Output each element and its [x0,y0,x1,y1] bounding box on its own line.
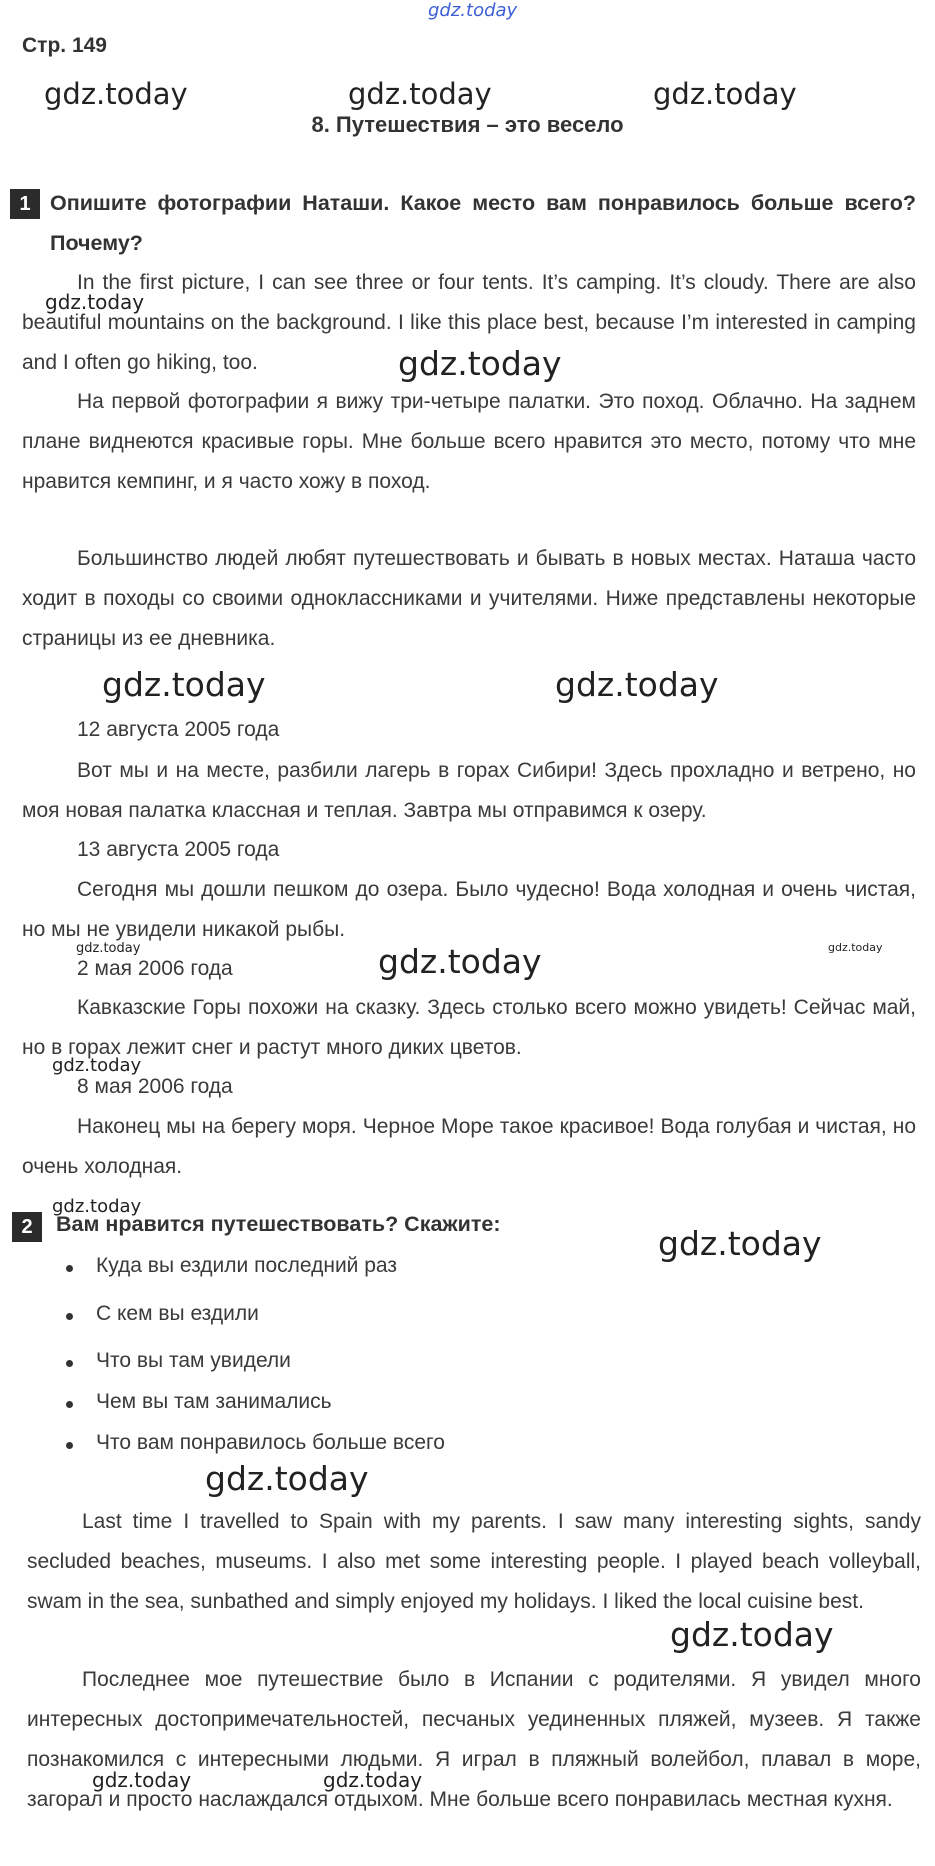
watermark: gdz.today [76,941,141,956]
watermark: gdz.today [348,77,492,111]
watermark: gdz.today [653,77,797,111]
watermark: gdz.today [323,1768,423,1792]
task1-answer-russian: На первой фотографии я вижу три-четыре палатки. Это поход. Облачно. На заднем плане виднеются красивые горы. Мне больше всего нравится это место, потому что мне нравится кемпинг, и я часто хожу в поход. [22,390,916,493]
list-item-label: Что вы там увидели [96,1349,291,1372]
list-item-label: Что вам понравилось больше всего [96,1431,445,1454]
diary-entry: Вот мы и на месте, разбили лагерь в горах Сибири! Здесь прохладно и ветрено, но моя новая палатка классная и теплая. Завтра мы отправимся к озеру. [22,759,916,822]
watermark: gdz.today [52,1055,142,1076]
diary-date: 12 августа 2005 года [77,718,280,741]
diary-date: 2 мая 2006 года [77,957,233,980]
watermark: gdz.today [44,77,188,111]
watermark: gdz.today [658,1224,822,1263]
watermark: gdz.today [205,1459,369,1498]
task-number-badge: 2 [12,1212,42,1242]
diary-entry: Кавказские Горы похожи на сказку. Здесь столько всего можно увидеть! Сейчас май, но в горах лежит снег и растут много диких цветов. [22,996,916,1059]
task2-answer-english: Last time I travelled to Spain with my parents. I saw many interesting sights, sandy secluded beaches, museums. I also met some interesting people. I played beach volleyball, swam in the sea, sunbathed and simply enjoyed my holidays. I liked the local cuisine best. [27,1510,921,1613]
bullet-icon [66,1442,73,1449]
task2-answer-russian: Последнее мое путешествие было в Испании с родителями. Я увидел много интересных достопримечательностей, песчаных уединенных пляжей, музеев. Я также познакомился с интересными людьми. Я играл в пляжный волейбол, плавал в море, загорал и просто наслаждался отдыхом. Мне больше всего понравилась местная кухня. [27,1668,921,1811]
watermark: gdz.today [378,942,542,981]
diary-date: 8 мая 2006 года [77,1075,233,1098]
watermark: gdz.today [398,344,562,383]
task1-instruction: Опишите фотографии Наташи. Какое место вам понравилось больше всего? Почему? [50,191,916,255]
watermark: gdz.today [102,665,266,704]
watermark: gdz.today [45,290,145,314]
task2-instruction: Вам нравится путешествовать? Скажите: [56,1212,501,1236]
bullet-icon [66,1265,73,1272]
diary-entry: Наконец мы на берегу моря. Черное Море такое красивое! Вода голубая и чистая, но очень холодная. [22,1115,916,1178]
task-number-badge: 1 [10,189,40,219]
list-item-label: С кем вы ездили [96,1302,259,1325]
top-watermark: gdz.today [428,0,518,21]
diary-date: 13 августа 2005 года [77,838,280,861]
task1-answer-english: In the first picture, I can see three or four tents. It’s camping. It’s cloudy. There are also beautiful mountains on the background. I like this place best, because I’m interested in camping and I often go hiking, too. [22,271,916,374]
page-title: 8. Путешествия – это весело [311,112,624,137]
list-item-label: Чем вы там занимались [96,1390,332,1413]
bullet-icon [66,1313,73,1320]
watermark: gdz.today [670,1615,834,1654]
watermark: gdz.today [92,1768,192,1792]
watermark: gdz.today [828,941,883,954]
watermark: gdz.today [555,665,719,704]
diary-intro: Большинство людей любят путешествовать и бывать в новых местах. Наташа часто ходит в походы со своими одноклассниками и учителями. Ниже представлены некоторые страницы из ее дневника. [22,547,916,650]
diary-entry: Сегодня мы дошли пешком до озера. Было чудесно! Вода холодная и очень чистая, но мы не увидели никакой рыбы. [22,878,916,941]
watermark: gdz.today [52,1196,142,1217]
page-reference: Стр. 149 [22,34,107,57]
bullet-icon [66,1360,73,1367]
list-item-label: Куда вы ездили последний раз [96,1254,397,1277]
bullet-icon [66,1401,73,1408]
